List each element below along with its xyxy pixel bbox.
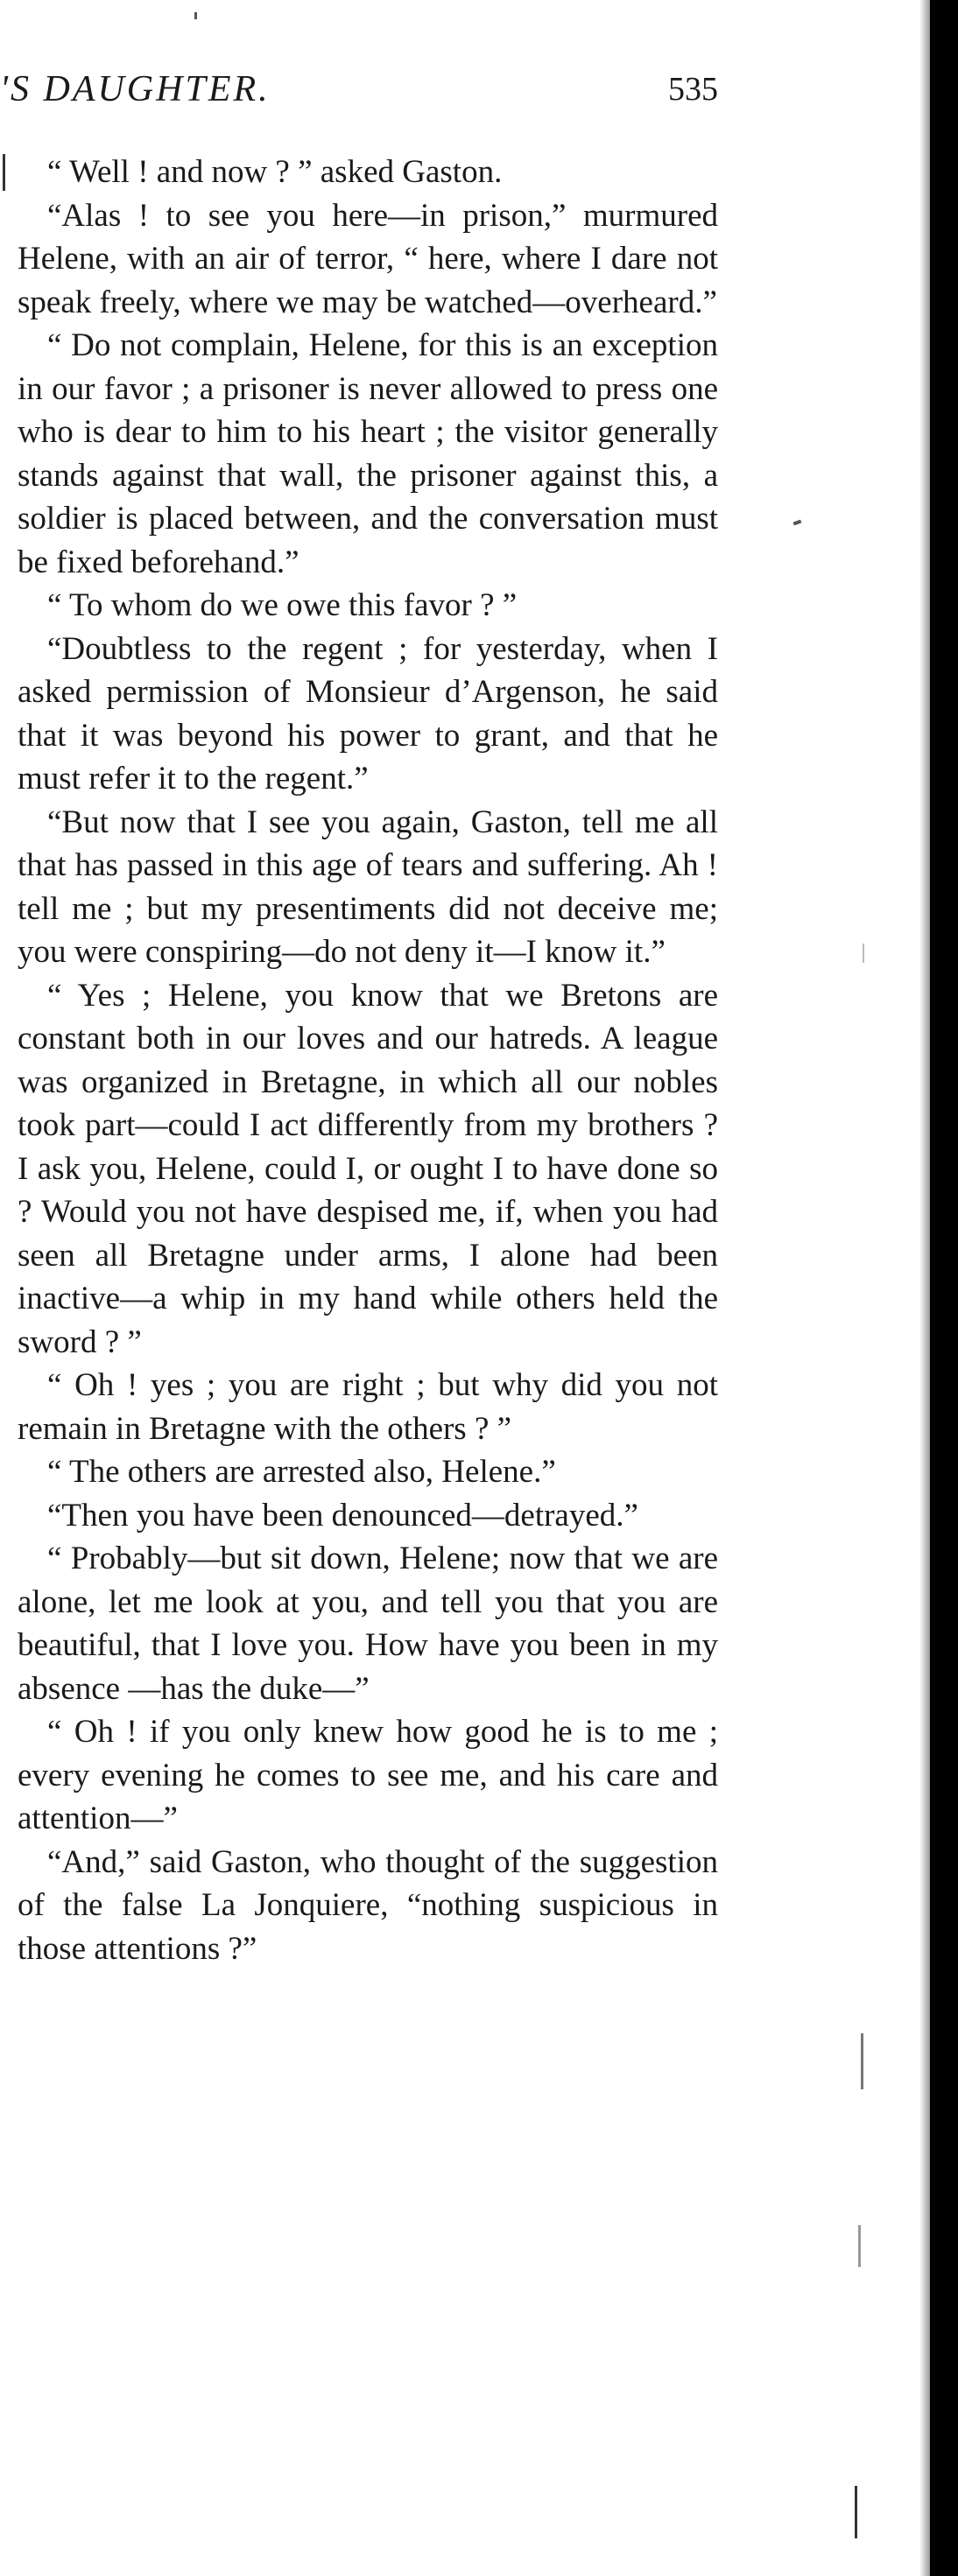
paragraph: “ Probably—but sit down, Helene; now that we are alone, let me look at you, and tell you that you are beautiful, that I love you. How have you been in my absence —has the duke—” xyxy=(18,1541,718,1707)
ink-speck xyxy=(858,2225,861,2267)
page-number: 535 xyxy=(668,71,718,108)
ink-speck xyxy=(793,520,802,526)
paragraph: “Then you have been denounced—detrayed.” xyxy=(47,1497,638,1534)
paragraph: “Doubtless to the regent ; for yesterday, when I asked permission of Monsieur d’Argenson, he said that it was beyond his power to grant, and that he must refer it to the regent.” xyxy=(18,630,718,797)
ink-speck xyxy=(855,2486,857,2538)
paragraph: “ Do not complain, Helene, for this is an exception in our favor ; a prisoner is never allowed to press one who is dear to him to his heart ; the visitor generally stands against that wall, the prisoner against this, a soldier is placed between, and the conversation must be fixed beforehand.” xyxy=(18,327,718,580)
paragraph: “ Yes ; Helene, you know that we Bretons are constant both in our loves and our hatreds. A league was organized in Bretagne, in which all our nobles took part—could I act differently from my brothers ? I ask you, Helene, could I, or ought I to have done so ? Would you not have despised me, if, when you had seen all Bretagne under arms, I alone had been inactive—a whip in my hand while others held the sword ? ” xyxy=(18,977,718,1360)
ink-speck xyxy=(863,944,864,963)
paragraph: “ Oh ! yes ; you are right ; but why did you not remain in Bretagne with the others ? ” xyxy=(18,1367,718,1447)
page-edge-shadow xyxy=(919,0,930,2576)
paragraph: “ Oh ! if you only knew how good he is to me ; every evening he comes to see me, and his care and attention—” xyxy=(18,1714,718,1836)
paragraph: “ Well ! and now ? ” asked Gaston. xyxy=(47,154,503,190)
running-title: 'S DAUGHTER. xyxy=(0,69,271,109)
body-text xyxy=(18,151,718,1970)
paragraph: “ To whom do we owe this favor ? ” xyxy=(47,587,518,623)
ink-speck xyxy=(861,2033,863,2089)
paragraph: “But now that I see you again, Gaston, tell me all that has passed in this age of tears and suffering. Ah ! tell me ; but my presentiments did not deceive me; you were conspiring—do not deny it—I know it.” xyxy=(18,804,718,970)
book-spine-edge xyxy=(930,0,958,2576)
paragraph: “And,” said Gaston, who thought of the suggestion of the false La Jonquiere, “nothing suspicious in those attentions ?” xyxy=(18,1843,718,1967)
paragraph: “ The others are arrested also, Helene.” xyxy=(47,1454,556,1490)
page-header xyxy=(0,68,718,121)
paragraph: “Alas ! to see you here—in prison,” murmured Helene, with an air of terror, “ here, where I dare not speak freely, where we may be watched—overheard.” xyxy=(18,197,718,320)
margin-mark xyxy=(3,154,5,191)
ink-speck xyxy=(194,12,197,19)
